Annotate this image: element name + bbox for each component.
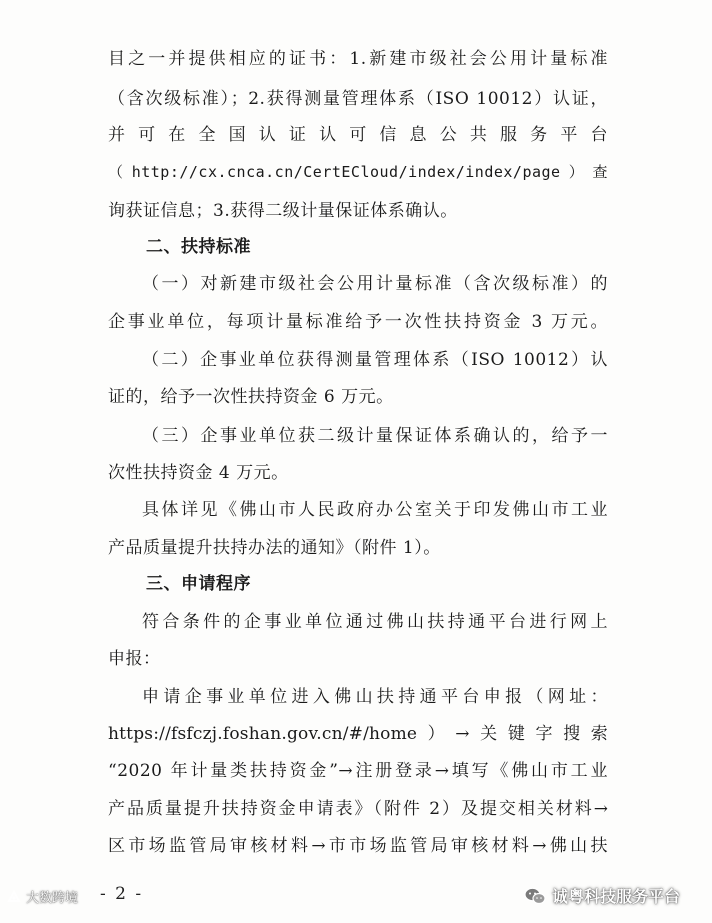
watermark-left [6, 887, 78, 906]
text-line: （一）对新建市级社会公用计量标准（含次级标准）的 [142, 274, 608, 294]
watermark-right-text: 诚粤科技服务平台 [552, 887, 681, 906]
text-line: 并可在全国认证认可信息公共服务平台 [108, 125, 608, 145]
text-line: 目之一并提供相应的证书：1.新建市级社会公用计量标准 [108, 49, 608, 69]
watermark-left-text: 大数跨境 [26, 891, 79, 906]
wechat-icon [524, 887, 546, 905]
text-line: 申请企事业单位进入佛山扶持通平台申报（网址： [142, 687, 608, 707]
text-line: 具体详见《佛山市人民政府办公室关于印发佛山市工业 [142, 500, 608, 520]
text-line: （二）企事业单位获得测量管理体系（ISO 10012）认 [142, 350, 608, 370]
brand-logo-icon [6, 889, 22, 905]
text-line-url: https://fsfczj.foshan.gov.cn/#/home）→关键字搜索 [108, 724, 608, 744]
text-line: 区市场监管局审核材料→市市场监管局审核材料→佛山扶 [108, 836, 608, 856]
text-line: （三）企事业单位获二级计量保证体系确认的，给予一 [142, 426, 608, 446]
text-line: 证的，给予一次性扶持资金 6 万元。 [108, 387, 394, 407]
section-heading: 三、申请程序 [146, 574, 251, 594]
page-number: - 2 - [100, 884, 144, 904]
text-line: “2020 年计量类扶持资金”→注册登录→填写《佛山市工业 [108, 761, 608, 781]
text-line: 产品质量提升扶持资金申请表》（附件 2）及提交相关材料→ [108, 799, 608, 819]
section-heading: 二、扶持标准 [146, 237, 251, 257]
text-line: 次性扶持资金 4 万元。 [108, 463, 289, 483]
text-line: 符合条件的企事业单位通过佛山扶持通平台进行网上 [142, 612, 608, 632]
text-line: 询获证信息；3.获得二级计量保证体系确认。 [108, 201, 458, 221]
watermark-right [524, 884, 680, 907]
text-line: （含次级标准）；2.获得测量管理体系（ISO 10012）认证， [108, 89, 608, 109]
text-line: 产品质量提升扶持办法的通知》（附件 1）。 [108, 538, 441, 558]
text-line: 申报： [108, 649, 161, 669]
text-line: 企事业单位，每项计量标准给予一次性扶持资金 3 万元。 [108, 312, 608, 332]
text-line-url: （http://cx.cnca.cn/CertECloud/index/index/page）查 [108, 163, 608, 181]
